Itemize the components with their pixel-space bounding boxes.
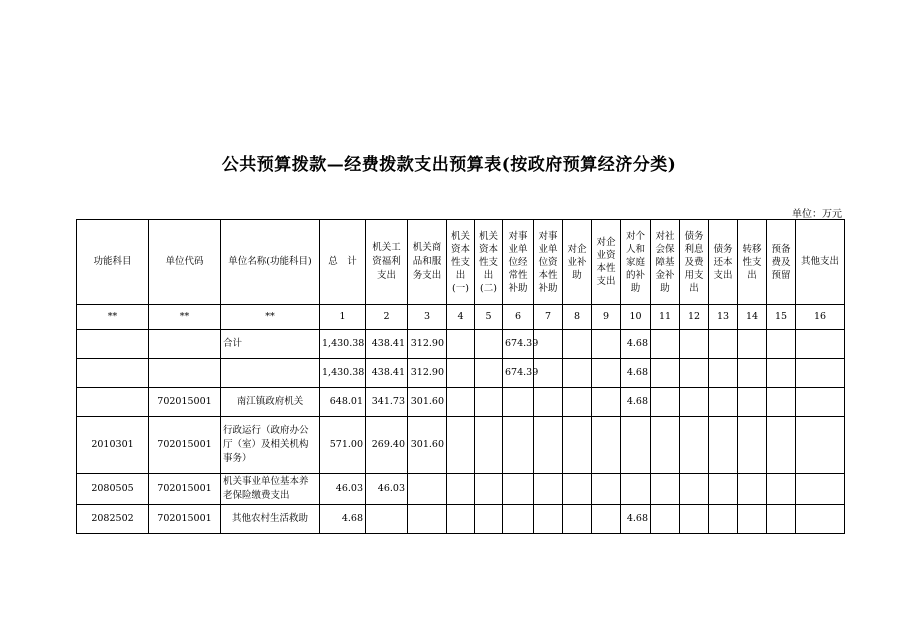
index-cell: ** [77, 305, 149, 330]
index-cell: 13 [709, 305, 738, 330]
salary-cell: 438.41 [366, 359, 408, 388]
institution-subsidy-cell: 674.39 [503, 330, 534, 359]
unit-name-cell: 机关事业单位基本养老保险缴费支出 [221, 474, 320, 505]
goods-services-cell: 301.60 [408, 388, 447, 417]
salary-cell: 341.73 [366, 388, 408, 417]
unit-code-cell [149, 330, 221, 359]
index-cell: 10 [621, 305, 651, 330]
header-cell: 债务还本支出 [709, 220, 738, 305]
goods-services-cell: 312.90 [408, 359, 447, 388]
index-cell: 7 [534, 305, 563, 330]
header-cell: 对企业资本性支出 [592, 220, 621, 305]
institution-subsidy-cell [503, 505, 534, 534]
unit-code-cell [149, 359, 221, 388]
header-cell: 转移性支出 [738, 220, 767, 305]
unit-code-cell: 702015001 [149, 474, 221, 505]
header-row [77, 220, 845, 305]
individual-subsidy-cell: 4.68 [621, 388, 651, 417]
total-cell: 46.03 [320, 474, 366, 505]
salary-cell: 438.41 [366, 330, 408, 359]
table-row [77, 505, 845, 534]
salary-cell: 46.03 [366, 474, 408, 505]
salary-cell: 269.40 [366, 417, 408, 474]
header-cell: 预备费及预留 [767, 220, 796, 305]
func-code-cell: 2082502 [77, 505, 149, 534]
unit-code-cell: 702015001 [149, 417, 221, 474]
index-row [77, 305, 845, 330]
func-code-cell: 2080505 [77, 474, 149, 505]
index-cell: 9 [592, 305, 621, 330]
header-cell: 机关资本性支出(二) [475, 220, 503, 305]
table-row [77, 417, 845, 474]
unit-name-cell: 合计 [221, 330, 320, 359]
index-cell: 6 [503, 305, 534, 330]
index-cell: ** [221, 305, 320, 330]
total-cell: 4.68 [320, 505, 366, 534]
index-cell: 8 [563, 305, 592, 330]
index-cell: 3 [408, 305, 447, 330]
header-cell: 机关资本性支出(一) [447, 220, 475, 305]
header-cell: 单位名称(功能科目) [221, 220, 320, 305]
table-row [77, 474, 845, 505]
table-row [77, 359, 845, 388]
func-code-cell: 2010301 [77, 417, 149, 474]
index-cell: 12 [680, 305, 709, 330]
total-cell: 648.01 [320, 388, 366, 417]
index-cell: 5 [475, 305, 503, 330]
header-cell: 功能科目 [77, 220, 149, 305]
header-cell: 对社会保障基金补助 [651, 220, 680, 305]
salary-cell [366, 505, 408, 534]
header-cell: 对企业补助 [563, 220, 592, 305]
individual-subsidy-cell: 4.68 [621, 359, 651, 388]
header-cell: 总 计 [320, 220, 366, 305]
index-cell: 1 [320, 305, 366, 330]
index-cell: ** [149, 305, 221, 330]
unit-code-cell: 702015001 [149, 388, 221, 417]
index-cell: 14 [738, 305, 767, 330]
institution-subsidy-cell [503, 388, 534, 417]
individual-subsidy-cell: 4.68 [621, 505, 651, 534]
index-cell: 4 [447, 305, 475, 330]
unit-name-cell [221, 359, 320, 388]
index-cell: 16 [796, 305, 845, 330]
goods-services-cell: 312.90 [408, 330, 447, 359]
header-cell: 机关工资福利支出 [366, 220, 408, 305]
header-cell: 债务利息及费用支出 [680, 220, 709, 305]
header-cell: 单位代码 [149, 220, 221, 305]
unit-label: 单位：万元 [792, 209, 842, 220]
total-cell: 571.00 [320, 417, 366, 474]
page-title: 公共预算拨款—经费拨款支出预算表(按政府预算经济分类) [221, 155, 677, 175]
unit-name-cell: 南江镇政府机关 [221, 388, 320, 417]
goods-services-cell [408, 474, 447, 505]
index-cell: 11 [651, 305, 680, 330]
header-cell: 机关商品和服务支出 [408, 220, 447, 305]
goods-services-cell: 301.60 [408, 417, 447, 474]
institution-subsidy-cell [503, 474, 534, 505]
header-cell: 对事业单位资本性补助 [534, 220, 563, 305]
individual-subsidy-cell [621, 474, 651, 505]
func-code-cell [77, 359, 149, 388]
header-cell: 其他支出 [796, 220, 845, 305]
unit-name-cell: 其他农村生活救助 [221, 505, 320, 534]
func-code-cell [77, 330, 149, 359]
total-cell: 1,430.38 [320, 359, 366, 388]
index-cell: 15 [767, 305, 796, 330]
func-code-cell [77, 388, 149, 417]
institution-subsidy-cell [503, 417, 534, 474]
individual-subsidy-cell: 4.68 [621, 330, 651, 359]
goods-services-cell [408, 505, 447, 534]
total-cell: 1,430.38 [320, 330, 366, 359]
table-row [77, 330, 845, 359]
individual-subsidy-cell [621, 417, 651, 474]
header-cell: 对事业单位经常性补助 [503, 220, 534, 305]
header-cell: 对个人和家庭的补助 [621, 220, 651, 305]
table-row [77, 388, 845, 417]
unit-name-cell: 行政运行（政府办公厅（室）及相关机构事务） [221, 417, 320, 474]
index-cell: 2 [366, 305, 408, 330]
budget-table [76, 219, 845, 534]
institution-subsidy-cell: 674.39 [503, 359, 534, 388]
unit-code-cell: 702015001 [149, 505, 221, 534]
